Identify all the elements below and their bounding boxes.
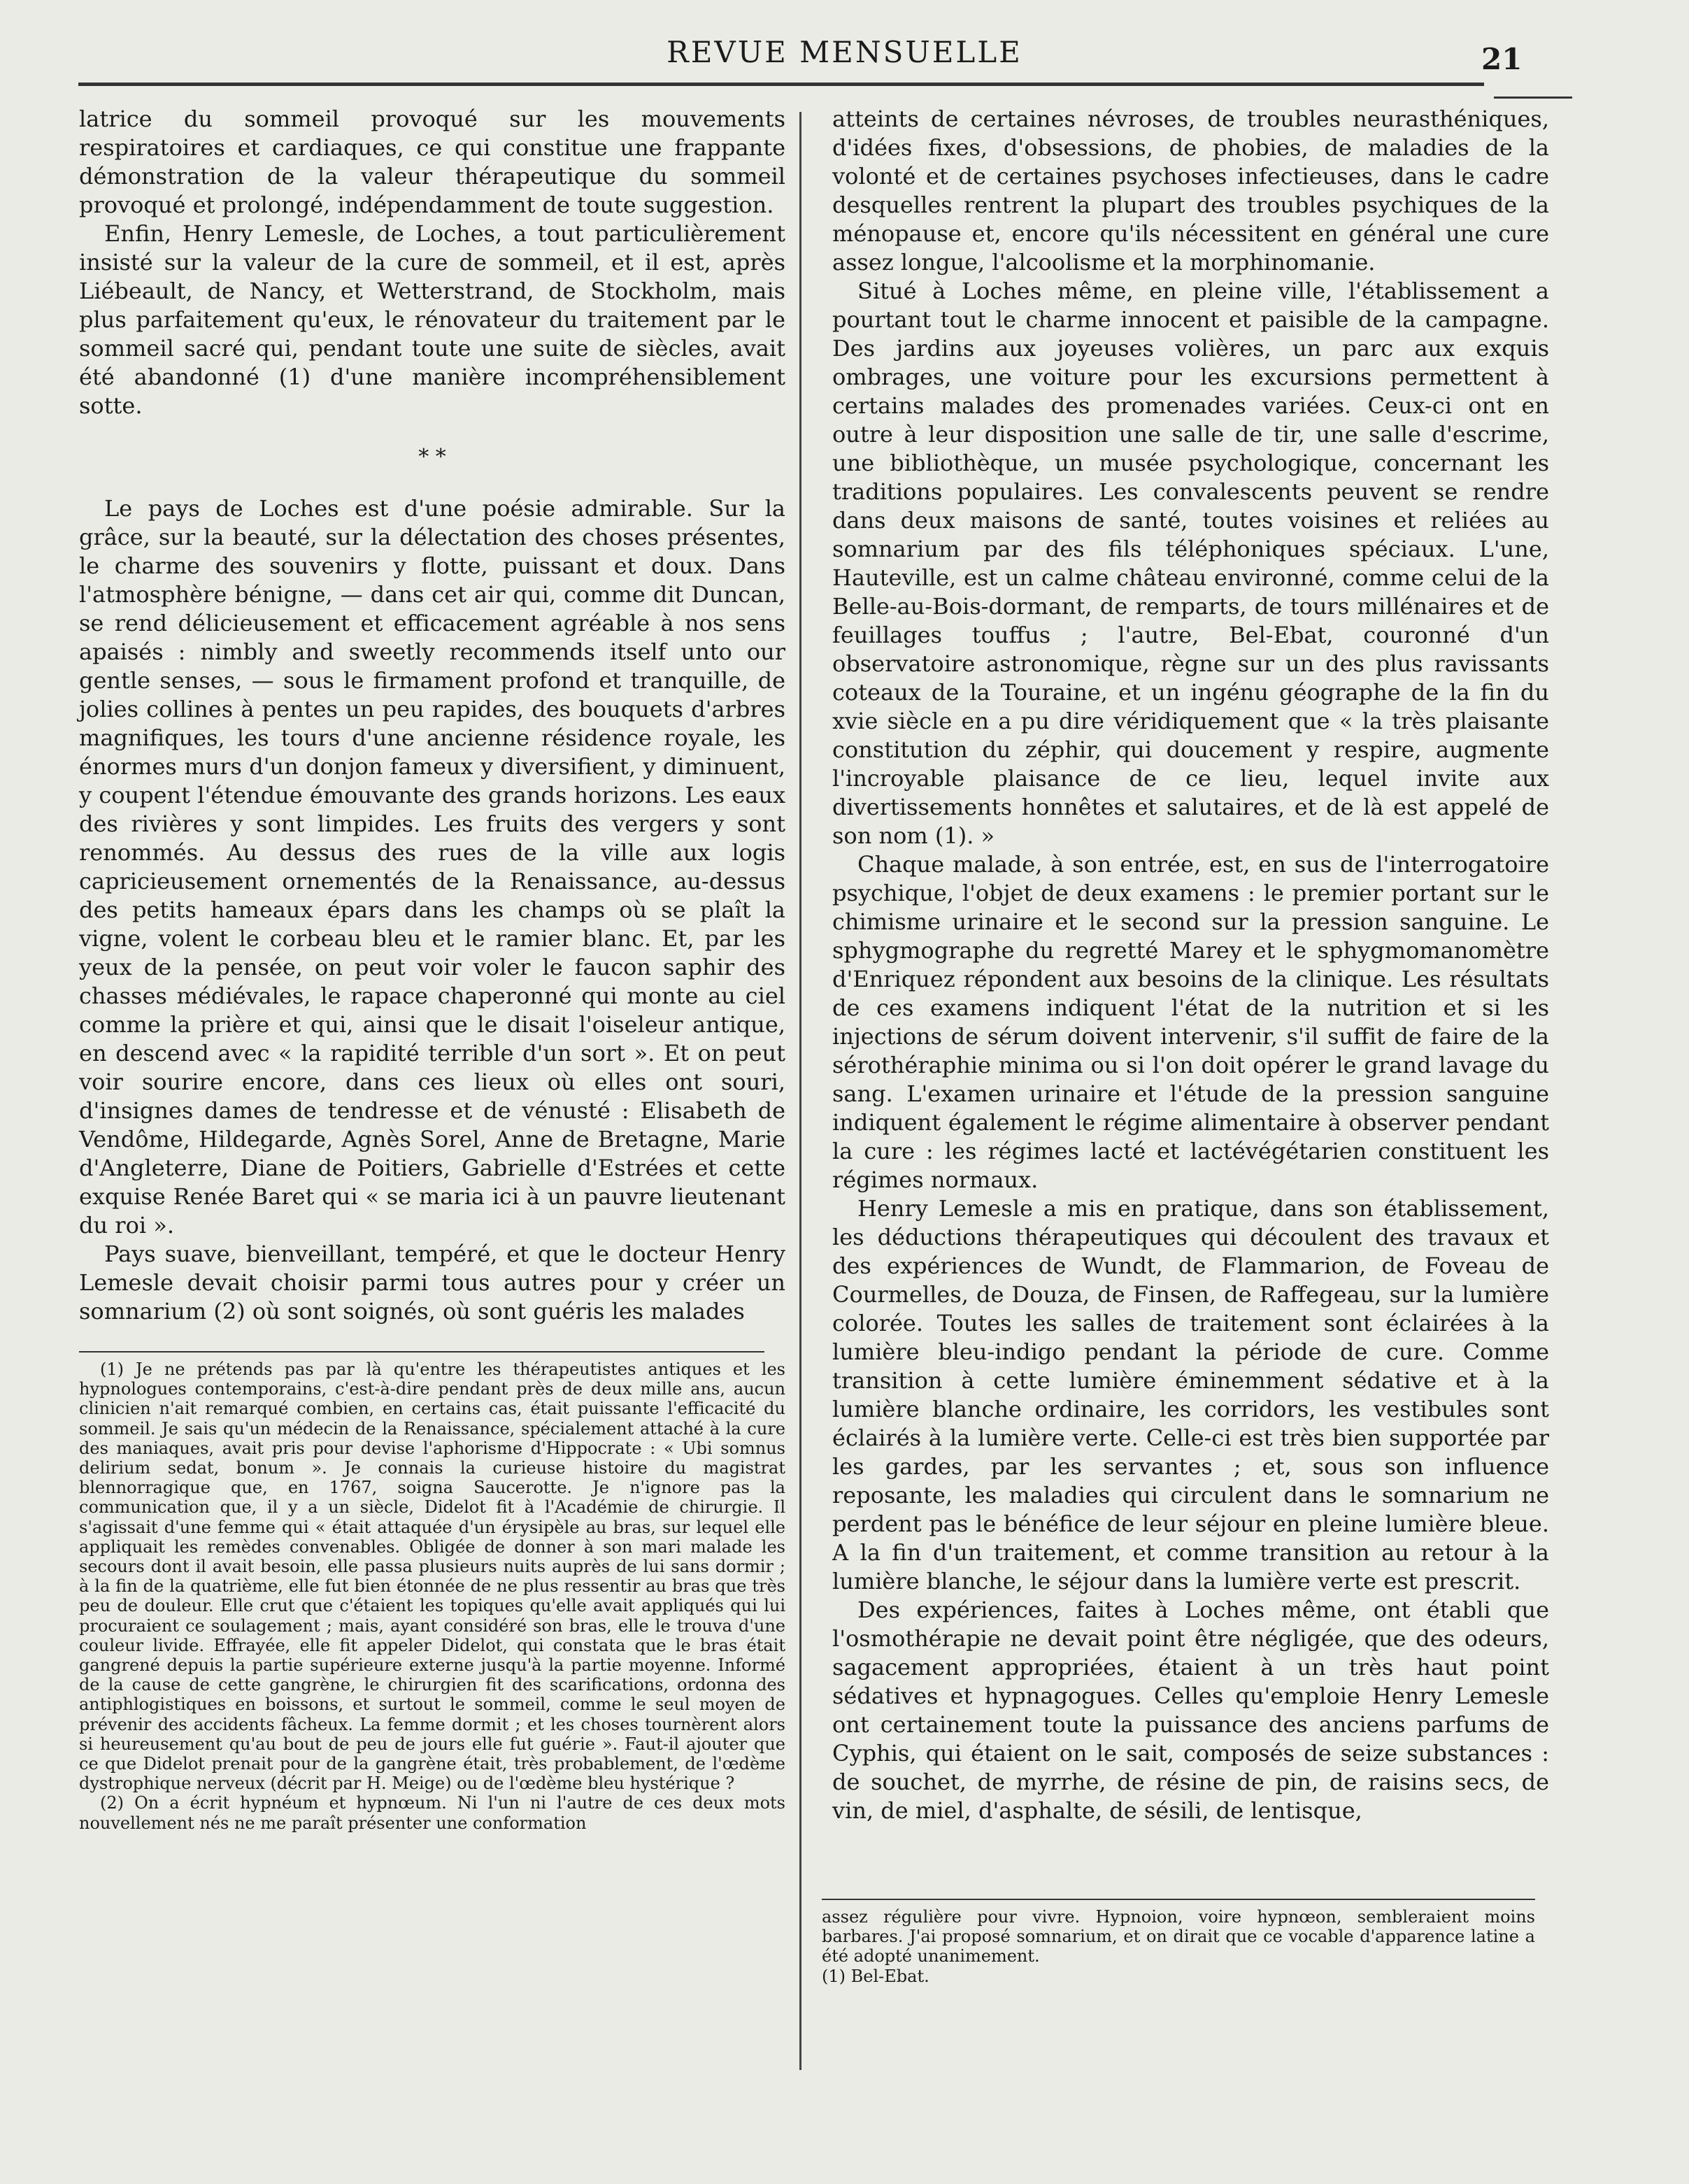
section-separator: * * xyxy=(418,445,446,469)
page-number: 21 xyxy=(1481,42,1523,76)
paragraph: Des expériences, faites à Loches même, ont établi que l'osmothérapie ne devait point être négligée, que des odeurs, sagacement appropriées, étaient à un très haut point sédatives et hypnagogues. Celles qu'emploie Henry Lemesle ont certainement toute la puissance des anciens parfums de Cyphis, qui étaient on le sait, composés de seize substances : de souchet, de myrrhe, de résine de pin, de raisins secs, de vin, de miel, d'asphalte, de sésili, de lentisque, xyxy=(832,1597,1549,1824)
paragraph: Enfin, Henry Lemesle, de Loches, a tout particulièrement insisté sur la valeur de la cure de sommeil, et il est, après Liébeault, de Nancy, et Wetterstrand, de Stockholm, mais plus parfaitement qu'eux, le rénovateur du traitement par le sommeil sacré qui, pendant toute une suite de siècles, avait été abandonné (1) d'une manière incompréhensiblement sotte. xyxy=(79,220,785,419)
right-column xyxy=(832,105,1549,1825)
paragraph: Le pays de Loches est d'une poésie admirable. Sur la grâce, sur la beauté, sur la délectation des choses présentes, le charme des souvenirs y flotte, puissant et doux. Dans l'atmosphère bénigne, — dans cet air qui, comme dit Duncan, se rend délicieusement et efficacement agréable à nos sens apaisés : nimbly and sweetly recommends itself unto our gentle senses, — sous le firmament profond et tranquille, de jolies collines à pentes un peu rapides, des bouquets d'arbres magnifiques, les tours d'une ancienne résidence royale, les énormes murs d'un donjon fameux y diversifient, y diminuent, y coupent l'étendue émouvante des grands horizons. Les eaux des rivières y sont limpides. Les fruits des vergers y sont renommés. Au dessus des rues de la ville aux logis capricieusement ornementés de la Renaissance, au-dessus des petits hameaux épars dans les champs où se plaît la vigne, volent le corbeau bleu et le ramier blanc. Et, par les yeux de la pensée, on peut voir voler le faucon saphir des chasses médiévales, le rapace chaperonné qui monte au ciel comme la prière et qui, ainsi que le disait l'oiseleur antique, en descend avec « la rapidité terrible d'un sort ». Et on peut voir sourire encore, dans ces lieux où elles ont souri, d'insignes dames de tendresse et de vénusté : Elisabeth de Vendôme, Hildegarde, Agnès Sorel, Anne de Bretagne, Marie d'Angleterre, Diane de Poitiers, Gabrielle d'Estrées et cette exquise Renée Baret qui « se maria ici à un pauvre lieutenant du roi ». xyxy=(79,495,785,1239)
left-footnotes xyxy=(79,1351,785,1833)
footnote: (2) On a écrit hypnéum et hypnœum. Ni l'un ni l'autre de ces deux mots nouvellement nés ne me paraît présenter une conformation xyxy=(79,1793,785,1833)
paragraph: Henry Lemesle a mis en pratique, dans son établissement, les déductions thérapeutiques qui découlent des travaux et des expériences de Wundt, de Flammarion, de Foveau de Courmelles, de Douza, de Finsen, de Raffegeau, sur la lumière colorée. Toutes les salles de traitement sont éclairées à la lumière bleu-indigo pendant la période de cure. Comme transition à cette lumière éminemment sédative et à la lumière blanche ordinaire, les corridors, les vestibules sont éclairés à la lumière verte. Celle-ci est très bien supportée par les gardes, par les servantes ; et, sous son influence reposante, les maladies qui circulent dans le somnarium ne perdent pas le bénéfice de leur séjour en pleine lumière bleue. A la fin d'un traitement, et comme transition au retour à la lumière blanche, le séjour dans la lumière verte est prescrit. xyxy=(832,1195,1549,1594)
left-column xyxy=(79,105,785,1326)
running-title: REVUE MENSUELLE xyxy=(667,35,1022,69)
paragraph: Chaque malade, à son entrée, est, en sus de l'interrogatoire psychique, l'objet de deux examens : le premier portant sur le chimisme urinaire et le second sur la pression sanguine. Le sphygmographe du regretté Marey et le sphygmomanomètre d'Enriquez répondent aux besoins de la clinique. Les résultats de ces examens indiquent l'état de la nutrition et si les injections de sérum doivent intervenir, s'il suffit de faire de la sérothéraphie minima ou si l'on doit opérer le grand lavage du sang. L'examen urinaire et l'étude de la pression sanguine indiquent également le régime alimentaire à observer pendant la cure : les régimes lacté et lactévégétarien constituent les régimes normaux. xyxy=(832,851,1549,1193)
footnote: (1) Je ne prétends pas par là qu'entre les thérapeutistes antiques et les hypnologues contemporains, c'est-à-dire pendant près de deux mille ans, aucun clinicien n'ait remarqué combien, en certains cas, était puissante l'efficacité du sommeil. Je sais qu'un médecin de la Renaissance, spécialement attaché à la cure des maniaques, avait pris pour devise l'aphorisme d'Hippocrate : « Ubi somnus delirium sedat, bonum ». Je connais la curieuse histoire du magistrat blennorragique que, en 1767, soigna Saucerotte. Je n'ignore pas la communication que, il y a un siècle, Didelot fit à l'Académie de chirurgie. Il s'agissait d'une femme qui « était attaquée d'un érysipèle au bras, sur lequel elle appliquait les remèdes convenables. Obligée de donner à son mari malade les secours dont il avait besoin, elle passa plusieurs nuits auprès de lui sans dormir ; à la fin de la quatrième, elle fut bien étonnée de ne plus ressentir au bras que très peu de douleur. Elle crut que c'étaient les topiques qu'elle avait appliqués qui lui procuraient ce soulagement ; mais, ayant considéré son bras, elle le trouva d'une couleur livide. Effrayée, elle fit appeler Didelot, qui constata que le bras était gangrené depuis la partie supérieure externe jusqu'à la partie moyenne. Informé de la cause de cette gangrène, le chirurgien fit des scarifications, ordonna des antiphlogistiques en boissons, et surtout le sommeil, comme le seul moyen de prévenir des accidents fâcheux. La femme dormit ; et les choses tournèrent alors si heureusement qu'au bout de peu de jours elle fut guérie ». Faut-il ajouter que ce que Didelot prenait pour de la gangrène était, très probablement, de l'œdème dystrophique nerveux (décrit par H. Meige) ou de l'œdème bleu hystérique ? xyxy=(79,1359,785,1794)
header-rule-short xyxy=(1494,97,1572,99)
paragraph: Situé à Loches même, en pleine ville, l'établissement a pourtant tout le charme innocent et paisible de la campagne. Des jardins aux joyeuses volières, un parc aux exquis ombrages, une voiture pour les excursions permettent à certains malades des promenades variées. Ceux-ci ont en outre à leur disposition une salle de tir, une salle d'escrime, une bibliothèque, un musée psychologique, concernant les traditions populaires. Les convalescents peuvent se rendre dans deux maisons de santé, toutes voisines et reliées au somnarium par des fils téléphoniques spéciaux. L'une, Hauteville, est un calme château environné, comme celui de la Belle-au-Bois-dormant, de remparts, de tours millénaires et de feuillages touffus ; l'autre, Bel-Ebat, couronné d'un observatoire astronomique, règne sur un des plus ravissants coteaux de la Touraine, et un ingénu géographe de la fin du xvie siècle en a pu dire véridiquement que « la très plaisante constitution du zéphir, qui doucement y respire, augmente l'incroyable plaisance de ce lieu, lequel invite aux divertissements honnêtes et salutaires, et de là est appelé de son nom (1). » xyxy=(832,278,1549,849)
paragraph: atteints de certaines névroses, de troubles neurasthéniques, d'idées fixes, d'obsessions, de phobies, de maladies de la volonté et de certaines psychoses infectieuses, dans le cadre desquelles rentrent la plupart des troubles psychiques de la ménopause et, encore qu'ils nécessitent en général une cure assez longue, l'alcoolisme et la morphinomanie. xyxy=(832,106,1549,276)
header-rule xyxy=(78,83,1484,86)
paragraph: latrice du sommeil provoqué sur les mouvements respiratoires et cardiaques, ce qui constitue une frappante démonstration de la valeur thérapeutique du sommeil provoqué et prolongé, indépendamment de toute suggestion. xyxy=(79,106,785,218)
right-footnotes xyxy=(822,1899,1535,1986)
footnote-rule xyxy=(822,1899,1535,1900)
paragraph: Pays suave, bienveillant, tempéré, et que le docteur Henry Lemesle devait choisir parmi tous autres pour y créer un somnarium (2) où sont soignés, où sont guéris les malades xyxy=(79,1241,785,1325)
footnote-rule xyxy=(79,1351,764,1352)
footnote: (1) Bel-Ebat. xyxy=(822,1966,929,1986)
column-divider xyxy=(799,112,801,2070)
footnote: assez régulière pour vivre. Hypnoion, voire hypnœon, sembleraient moins barbares. J'ai proposé somnarium, et on dirait que ce vocable d'apparence latine a été adopté unanimement. xyxy=(822,1907,1535,1967)
